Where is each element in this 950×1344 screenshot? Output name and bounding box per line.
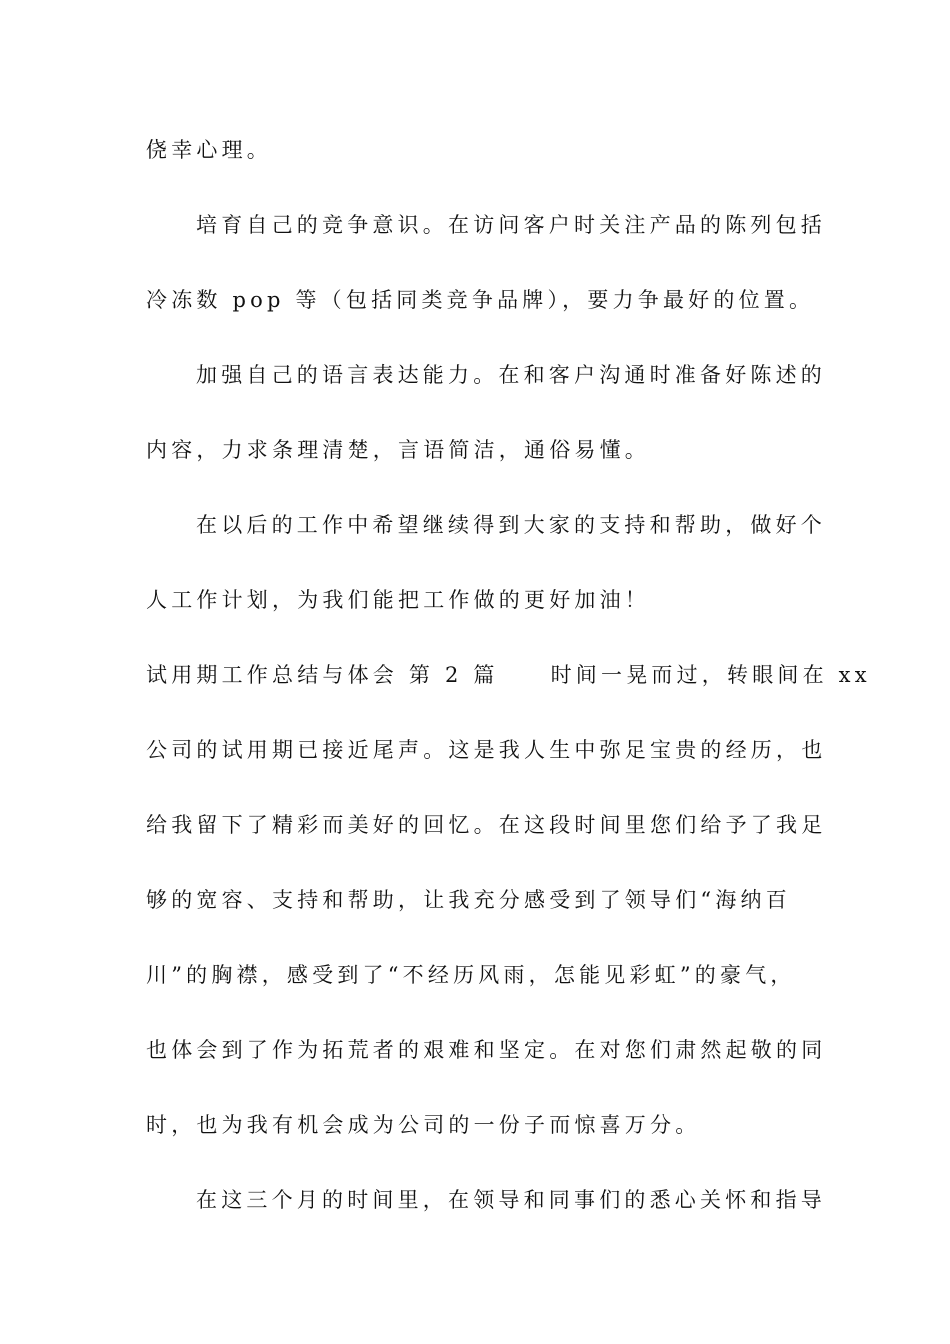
text-line-11: 够的宽容、支持和帮助，让我充分感受到了领导们“海纳百 (146, 888, 791, 912)
text-line-1: 侥幸心理。 (146, 138, 272, 162)
text-line-9: 公司的试用期已接近尾声。这是我人生中弥足宝贵的经历，也 (146, 738, 827, 762)
paragraph-three-months-start: 在这三个月的时间里，在领导和同事们的悉心关怀和指导 (196, 1188, 826, 1212)
text-line-12: 川”的胸襟，感受到了“不经历风雨，怎能见彩虹”的豪气， (146, 963, 796, 987)
text-line-10: 给我留下了精彩而美好的回忆。在这段时间里您们给予了我足 (146, 813, 827, 837)
section-heading-line (146, 655, 871, 695)
section-first-text: 时间一晃而过，转眼间在 xx (550, 663, 871, 687)
text-line-13: 也体会到了作为拓荒者的艰难和坚定。在对您们肃然起敬的同 (146, 1038, 827, 1062)
text-line-14: 时，也为我有机会成为公司的一份子而惊喜万分。 (146, 1113, 701, 1137)
paragraph-competition-start: 培育自己的竞争意识。在访问客户时关注产品的陈列包括 (196, 213, 826, 237)
paragraph-language-start: 加强自己的语言表达能力。在和客户沟通时准备好陈述的 (196, 363, 826, 387)
section-heading: 试用期工作总结与体会 第 2 篇 (146, 663, 499, 687)
paragraph-future-start: 在以后的工作中希望继续得到大家的支持和帮助，做好个 (196, 513, 826, 537)
text-line-3: 冷冻数 pop 等（包括同类竞争品牌），要力争最好的位置。 (146, 288, 815, 312)
text-line-7: 人工作计划，为我们能把工作做的更好加油！ (146, 588, 650, 612)
text-line-5: 内容，力求条理清楚，言语简洁，通俗易懂。 (146, 438, 650, 462)
